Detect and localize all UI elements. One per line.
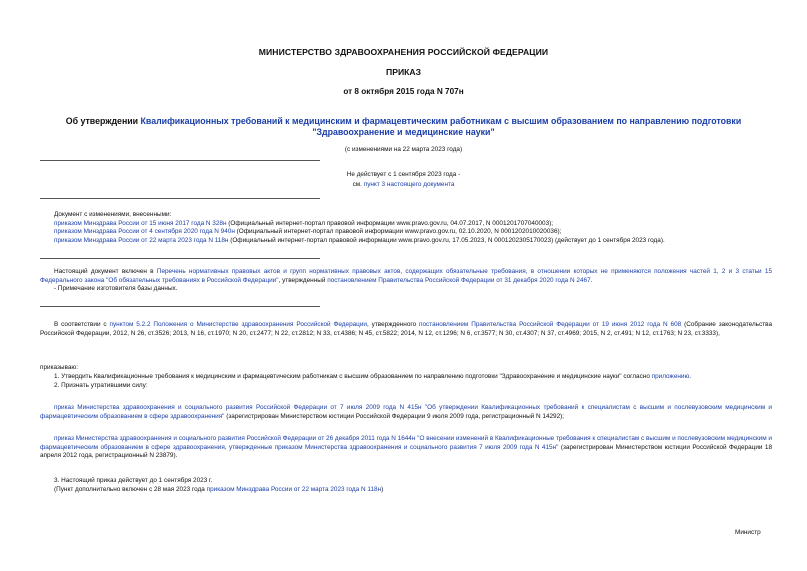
inclusion-text-part: . xyxy=(590,276,593,284)
preamble xyxy=(40,321,772,338)
preamble-text xyxy=(40,321,772,338)
preamble-part: В соответствии с xyxy=(54,321,110,328)
amendment-item xyxy=(54,220,774,229)
amendment-text: (Официальный интернет-портал правовой информации www.pravo.gov.ru, 02.10.2020, N 0001202010020036); xyxy=(234,228,562,236)
document-type: ПРИКАЗ xyxy=(386,67,421,77)
divider xyxy=(40,198,320,199)
inclusion-text-part: , утвержденный xyxy=(278,276,328,284)
item-1 xyxy=(54,373,772,382)
amendment-link[interactable]: приказом Минздрава России от 4 сентября 2020 года N 940н xyxy=(54,228,235,236)
item-1-text: 1. Утвердить Квалификационные требования к медицинским и фармацевтическим работникам с высшим образованием по направлению подготовки "Здравоохранение и медицинские науки" согласно xyxy=(54,373,652,380)
inclusion-text xyxy=(40,268,772,285)
item-3-note-text: (Пункт дополнительно включен с 28 мая 2023 года xyxy=(54,486,207,493)
preamble-decree-link[interactable]: постановлением Правительства Российской Федерации от 19 июня 2012 года N 608 xyxy=(419,321,682,328)
title-prefix: Об утверждении xyxy=(65,116,141,126)
item-3-note xyxy=(54,486,772,495)
inclusion-text-part: Настоящий документ включен в xyxy=(54,268,157,275)
inactive-reference-link[interactable]: пункт 3 настоящего документа xyxy=(363,181,455,188)
db-note: - Примечание изготовителя базы данных. xyxy=(54,285,178,293)
amendment-text: (Официальный интернет-портал правовой информации www.pravo.gov.ru, 17.05.2023, N 0001202305170023) (действует до 1 сентября 2023 года). xyxy=(228,236,665,244)
document-date: от 8 октября 2015 года N 707н xyxy=(343,87,464,96)
divider xyxy=(40,306,320,307)
revoked-order-1 xyxy=(40,404,772,421)
revoked-order-2-link[interactable]: приказ Министерства здравоохранения и социального развития Российской Федерации от 26 декабря 2011 года N 1644н "О внесении изменений в Квалификационные требования к специалистам с высшим и послевузовским медицинским и фармацевтическим образованием в сфере здравоохранения, утвержденные приказом Министерства здравоохранения и социального развития 7 июля 2009 года N 415н" xyxy=(40,435,772,451)
preamble-part: , утвержденного xyxy=(366,321,420,328)
revoked-order-1-link[interactable]: приказ Министерства здравоохранения и социального развития Российской Федерации от 7 июля 2009 года N 415н "Об утверждении Квалификационных требований к специалистам с высшим и послевузовским медицинским и фармацевтическим образованием в сфере здравоохранения" xyxy=(40,404,772,420)
item-3-note-link[interactable]: приказом Минздрава России от 22 марта 2023 года N 118н xyxy=(206,486,382,493)
appendix-link[interactable]: приложению xyxy=(651,373,690,380)
amendment-link[interactable]: приказом Минздрава России от 15 июня 2017 года N 328н xyxy=(54,219,227,227)
item-1-end: . xyxy=(689,373,692,380)
amendments-block xyxy=(54,211,774,245)
changes-note: (с изменениями на 22 марта 2023 года) xyxy=(344,146,463,153)
inclusion-note xyxy=(40,268,772,294)
divider xyxy=(40,258,320,259)
inclusion-list-link[interactable]: Перечень нормативных правовых актов и групп нормативных правовых актов, содержащих обязательные требования, в отношении которых не применяются положения частей 1, 2 и 3 статьи 15 Федерального закона "Об обязательных требованиях в Российской Федерации" xyxy=(40,268,772,284)
inactive-reference-prefix: см. xyxy=(352,181,364,188)
revoked-order-2-text xyxy=(40,435,772,461)
item-2: 2. Признать утратившими силу: xyxy=(54,382,148,389)
amendment-text: (Официальный интернет-портал правовой информации www.pravo.gov.ru, 04.07.2017, N 0001201707040003); xyxy=(226,219,554,227)
item-3: 3. Настоящий приказ действует до 1 сентября 2023 г. xyxy=(54,477,213,484)
inactive-reference xyxy=(40,181,767,190)
revoked-order-1-rest: (зарегистрирован Министерством юстиции Российской Федерации 9 июля 2009 года, регистрационный N 14292); xyxy=(224,412,565,420)
revoked-order-2-rest: (зарегистрирован Министерством юстиции Российской Федерации 18 апреля 2012 года, регистрационный N 23879). xyxy=(40,443,772,460)
preamble-part: (Собрание законодательства Российской Федерации, 2012, N 26, ст.3526; 2013, N 16, ст.1970; N 20, ст.2477; N 22, ст.2812; N 33, ст.4386; N 45, ст.5822; 2014, N 12, ст.1296; N 6, ст.3577; N 30, ст.4307; N 37, ст.4969; 2015, N 2, ст.491; N 12, ст.1763; N 23, ст.3333), xyxy=(40,321,772,337)
inactive-status: Не действует с 1 сентября 2023 года - xyxy=(346,171,461,178)
title-link[interactable]: Квалификационных требований к медицинским и фармацевтическим работникам с высшим образованием по направлению подготовки "Здравоохранение и медицинские науки" xyxy=(140,116,742,137)
item-3-note-end: ) xyxy=(381,486,384,493)
divider xyxy=(40,160,320,161)
revoked-order-1-text xyxy=(40,404,772,421)
amendment-link[interactable]: приказом Минздрава России от 22 марта 2023 года N 118н xyxy=(54,236,229,244)
document-title xyxy=(40,116,767,138)
preamble-regulation-link[interactable]: пунктом 5.2.2 Положения о Министерстве здравоохранения Российской Федерации xyxy=(109,321,367,328)
inclusion-decree-link[interactable]: постановлением Правительства Российской Федерации от 31 декабря 2020 года N 2467 xyxy=(327,276,591,284)
amendment-item xyxy=(54,237,774,246)
signature-title: Министр xyxy=(735,529,761,536)
amendment-item xyxy=(54,228,774,237)
orders-label: приказываю: xyxy=(40,364,78,371)
revoked-order-2 xyxy=(40,435,772,461)
ministry-heading: МИНИСТЕРСТВО ЗДРАВООХРАНЕНИЯ РОССИЙСКОЙ ФЕДЕРАЦИИ xyxy=(258,47,549,57)
amendments-heading: Документ с изменениями, внесенными: xyxy=(54,211,172,218)
